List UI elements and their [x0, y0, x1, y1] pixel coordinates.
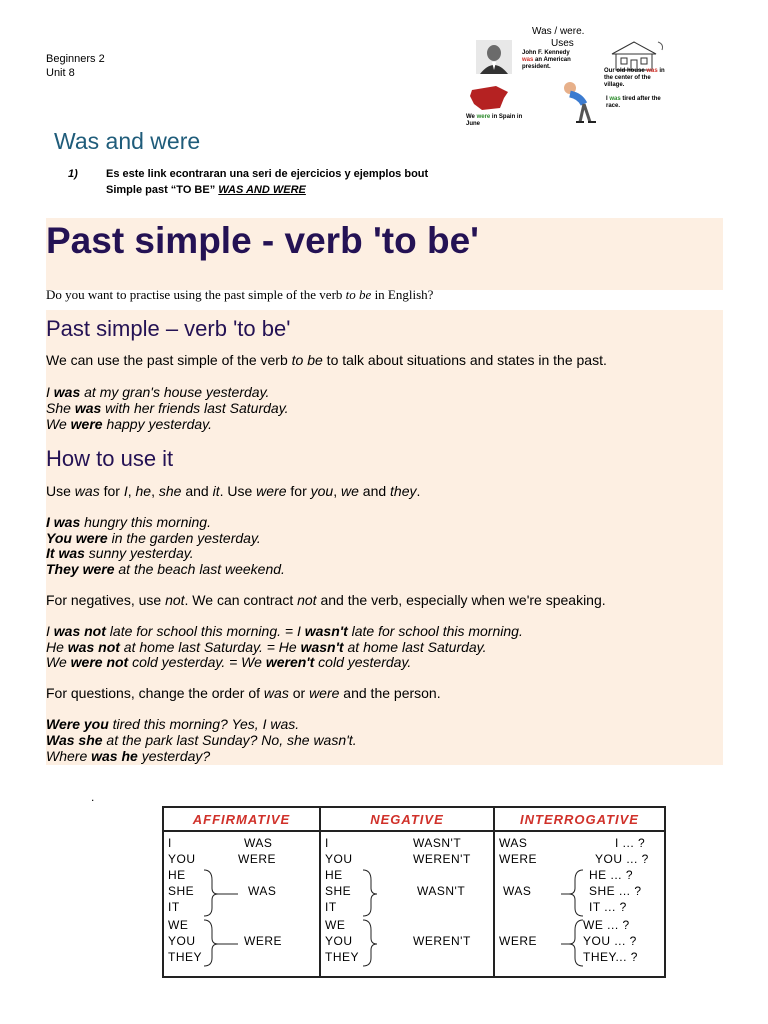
example-line: Was she at the park last Sunday? No, she wasn't. [46, 732, 357, 748]
affirmative-cell [163, 831, 320, 977]
pronoun: YOU [325, 934, 353, 948]
caption-house: Our old house was in the center of the village. [604, 68, 665, 88]
verb: WERE [238, 852, 276, 866]
course-level: Beginners 2 [46, 53, 105, 65]
illustration-title: Was / were. [532, 26, 585, 37]
intro-text: Do you want to practise using the past simple of the verb to be in English? [46, 287, 434, 302]
verb: WAS [499, 836, 528, 850]
verb: WERE [244, 934, 282, 948]
grammar-table [162, 806, 666, 978]
pronoun: IT [325, 900, 337, 914]
negative-cell [320, 831, 494, 977]
unit-label: Unit 8 [46, 67, 75, 79]
example-line: It was sunny yesterday. [46, 545, 194, 561]
pronoun: IT [168, 900, 180, 914]
header-affirmative: AFFIRMATIVE [163, 807, 320, 831]
example-line: They were at the beach last weekend. [46, 561, 285, 577]
pronoun: YOU ... ? [583, 934, 637, 948]
questions-paragraph: For questions, change the order of was or were and the person. [46, 685, 441, 701]
header-info [46, 52, 105, 80]
pronoun: THEY [168, 950, 203, 964]
verb: WASN'T [413, 836, 462, 850]
example-line: We were not cold yesterday. = We weren't cold yesterday. [46, 654, 412, 670]
pronoun: I [325, 836, 329, 850]
verb: WERE [499, 934, 537, 948]
pronoun: YOU ... ? [595, 852, 649, 866]
page-title: Past simple - verb 'to be' [46, 220, 479, 261]
example-line: I was at my gran's house yesterday. [46, 384, 270, 400]
example-line: She was with her friends last Saturday. [46, 400, 289, 416]
interrogative-cell [494, 831, 665, 977]
bracket-icon [559, 866, 589, 984]
example-line: I was not late for school this morning. = I wasn't late for school this morning. [46, 623, 523, 639]
verb: WEREN'T [413, 852, 471, 866]
pronoun: SHE [325, 884, 352, 898]
was-were-illustration [462, 26, 674, 136]
portrait-icon [476, 40, 512, 74]
section-heading-2: How to use it [46, 446, 174, 471]
bracket-icon [202, 866, 242, 984]
section1-paragraph: We can use the past simple of the verb to be to talk about situations and states in the past. [46, 352, 607, 368]
example-line: You were in the garden yesterday. [46, 530, 261, 546]
illustration-subtitle: Uses [551, 38, 574, 49]
verb: WERE [499, 852, 537, 866]
caption-kennedy: John F. Kennedy was an American president. [522, 50, 571, 70]
pronoun: HE ... ? [589, 868, 634, 882]
instruction-list [68, 166, 428, 198]
example-line: Where was he yesterday? [46, 748, 211, 764]
usage-paragraph: Use was for I, he, she and it. Use were for you, we and they. [46, 483, 421, 499]
pronoun: WE ... ? [583, 918, 630, 932]
example-line: He was not at home last Saturday. = He wasn't at home last Saturday. [46, 639, 487, 655]
caption-spain: We were in Spain in June [466, 114, 523, 127]
pronoun: IT ... ? [589, 900, 627, 914]
list-number: 1) [68, 168, 78, 180]
tired-runner-icon [558, 78, 604, 126]
pronoun: WE [168, 918, 189, 932]
spain-map-icon [466, 84, 514, 112]
example-line: Were you tired this morning? Yes, I was. [46, 716, 300, 732]
example-line: We were happy yesterday. [46, 416, 213, 432]
pronoun: YOU [325, 852, 353, 866]
example-line: I was hungry this morning. [46, 514, 211, 530]
section-heading-1: Past simple – verb 'to be' [46, 316, 291, 341]
verb: WEREN'T [413, 934, 471, 948]
negatives-paragraph: For negatives, use not. We can contract not and the verb, especially when we're speaking. [46, 592, 606, 608]
instruction-text-2: Simple past “TO BE” [106, 184, 219, 196]
was-were-link[interactable]: WAS AND WERE [218, 184, 306, 196]
instruction-line-2 [68, 182, 428, 198]
header-negative: NEGATIVE [320, 807, 494, 831]
verb: WASN'T [417, 884, 466, 898]
verb: WAS [248, 884, 277, 898]
header-interrogative: INTERROGATIVE [494, 807, 665, 831]
pronoun: SHE ... ? [589, 884, 642, 898]
pronoun: THEY... ? [583, 950, 638, 964]
pronoun: WE [325, 918, 346, 932]
pronoun: THEY [325, 950, 360, 964]
lesson-content [46, 310, 723, 765]
pronoun: HE [325, 868, 343, 882]
page-title-band [46, 218, 723, 290]
pronoun: YOU [168, 852, 196, 866]
house-icon [608, 38, 666, 72]
stray-dot: . [91, 790, 95, 804]
verb: WAS [503, 884, 532, 898]
caption-tired: I was tired after the race. [606, 96, 661, 109]
section-title: Was and were [54, 128, 201, 154]
pronoun: I ... ? [615, 836, 646, 850]
pronoun: YOU [168, 934, 196, 948]
instruction-line-1 [68, 166, 428, 182]
pronoun: I [168, 836, 172, 850]
pronoun: SHE [168, 884, 195, 898]
pronoun: HE [168, 868, 186, 882]
bracket-icon [361, 866, 401, 984]
instruction-text: Es este link econtraran una seri de ejercicios y ejemplos bout [106, 168, 429, 180]
verb: WAS [244, 836, 273, 850]
